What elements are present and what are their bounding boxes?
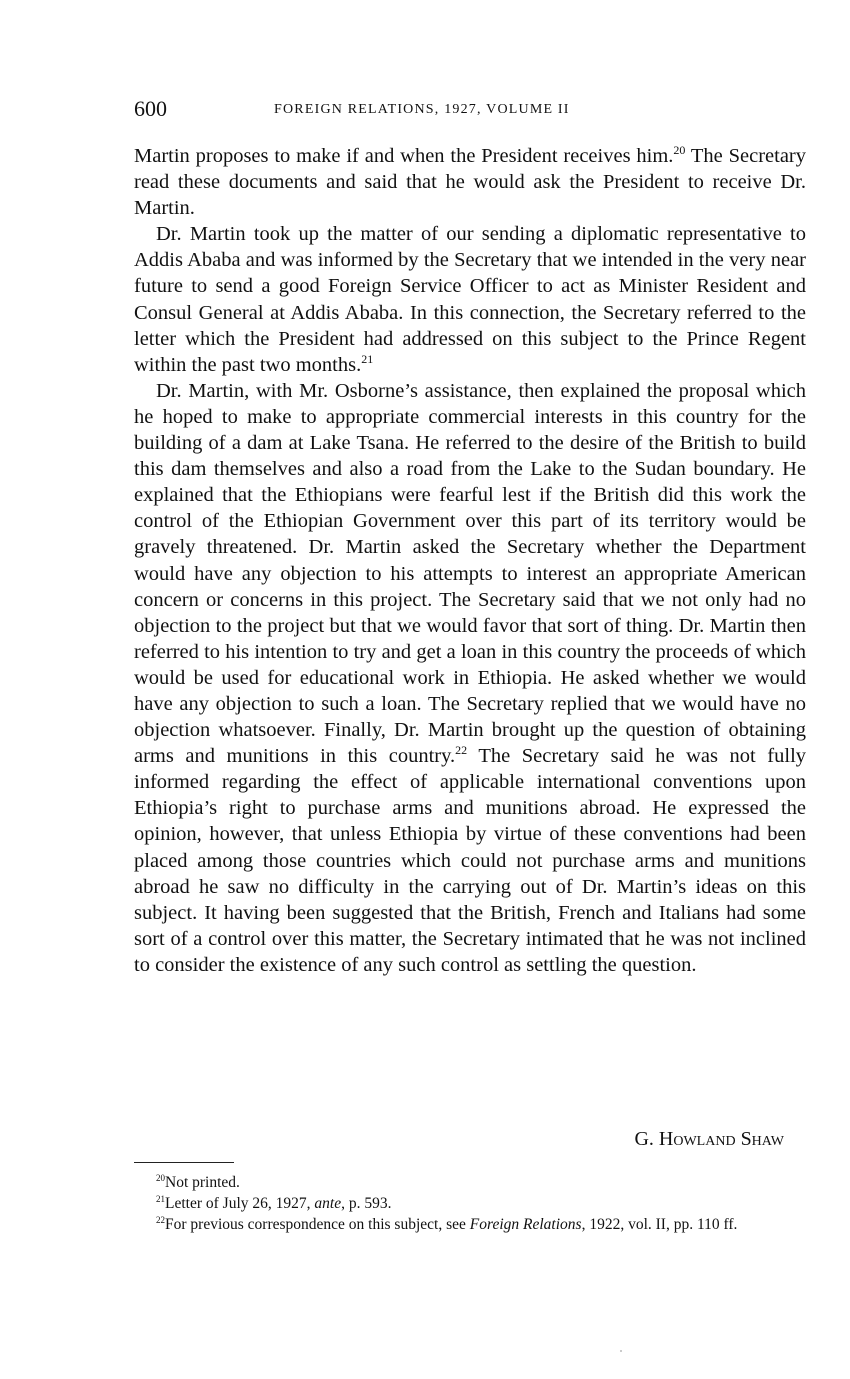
footnote-ref-21: 21 [361,351,374,366]
signature [634,1128,784,1151]
paragraph-1-text: Martin proposes to make if and when the President receives him. [134,145,674,167]
paragraph-3-rest: The Secretary said he was not fully informed regarding the effect of applicable international conventions upon Ethiopia’s right to purchase arms and munitions abroad. He expressed the opinion, however, that unless Ethiopia by virtue of these conventions had been placed among those countries which could not purchase arms and munitions abroad he saw no difficulty in the carrying out of Dr. Martin’s ideas on this subject. It having been suggested that the British, French and Italians had some sort of a control over this matter, the Secretary intimated that he was not inclined to consider the existence of any such control as settling the question. [134,745,807,976]
paragraph-1 [134,143,806,221]
footnote-text: For previous correspondence on this subject, see [165,1216,470,1234]
footnote-after: , 1922, vol. II, pp. 110 ff. [581,1216,738,1234]
paragraph-3 [134,378,806,978]
footnote-21 [134,1191,806,1212]
running-head: FOREIGN RELATIONS, 1927, VOLUME II [274,102,570,117]
body-text [134,143,806,978]
footnote-ref-22: 22 [455,743,468,758]
footnotes [134,1170,806,1233]
footnote-20 [134,1170,806,1191]
signature-first-name: Howland [658,1128,736,1150]
footnote-divider [134,1162,234,1163]
paragraph-1-rest: The Secretary read these documents and said that he would ask the President to receive Dr. Martin. [134,145,806,220]
page-header [134,96,806,126]
page-number: 600 [134,96,167,121]
footnote-mark: 20 [156,1173,165,1183]
footnote-22 [134,1212,806,1233]
paragraph-3-text: Dr. Martin, with Mr. Osborne’s assistance, then explained the proposal which he hoped to make to appropriate commercial interests in this country for the building of a dam at Lake Tsana. He referred to the desire of the British to build this dam themselves and also a road from the Lake to the Sudan boundary. He explained that the Ethiopians were fearful lest if the British did this work the control of the Ethiopian Government over this part of its territory would be gravely threatened. Dr. Martin asked the Secretary whether the Department would have any objection to his attempts to interest an appropriate American concern or concerns in this project. The Secretary said that we not only had no objection to the project but that we would favor that sort of thing. Dr. Martin then referred to his intention to try and get a loan in this country the proceeds of which would be used for educational work in Ethiopia. He asked whether we would have any objection to such a loan. The Secretary replied that we would have no objection whatsoever. Finally, Dr. Martin brought up the question of obtaining arms and munitions in this country. [134,379,806,768]
footnote-italic: Foreign Relations [469,1216,582,1234]
footnote-text: Not printed. [165,1174,240,1192]
footnote-after: , p. 593. [341,1195,392,1213]
paragraph-2 [134,221,806,378]
footnote-mark: 21 [156,1194,165,1205]
footnote-italic: ante [314,1195,342,1213]
paragraph-2-text: Dr. Martin took up the matter of our sending a diplomatic representative to Addis Ababa and was informed by the Secretary that we intended in the very near future to send a good Foreign Service Officer to act as Minister Resident and Consul General at Addis Ababa. In this connection, the Secretary referred to the letter which the President had addressed on this subject to the Prince Regent within the past two months. [134,223,806,376]
footnote-text: Letter of July 26, 1927, [165,1195,315,1213]
footnote-mark: 22 [156,1215,165,1226]
signature-initial: G. [634,1128,659,1150]
scan-speck [620,1350,622,1352]
footnote-ref-20: 20 [673,143,686,158]
signature-last-name: Shaw [740,1128,784,1150]
